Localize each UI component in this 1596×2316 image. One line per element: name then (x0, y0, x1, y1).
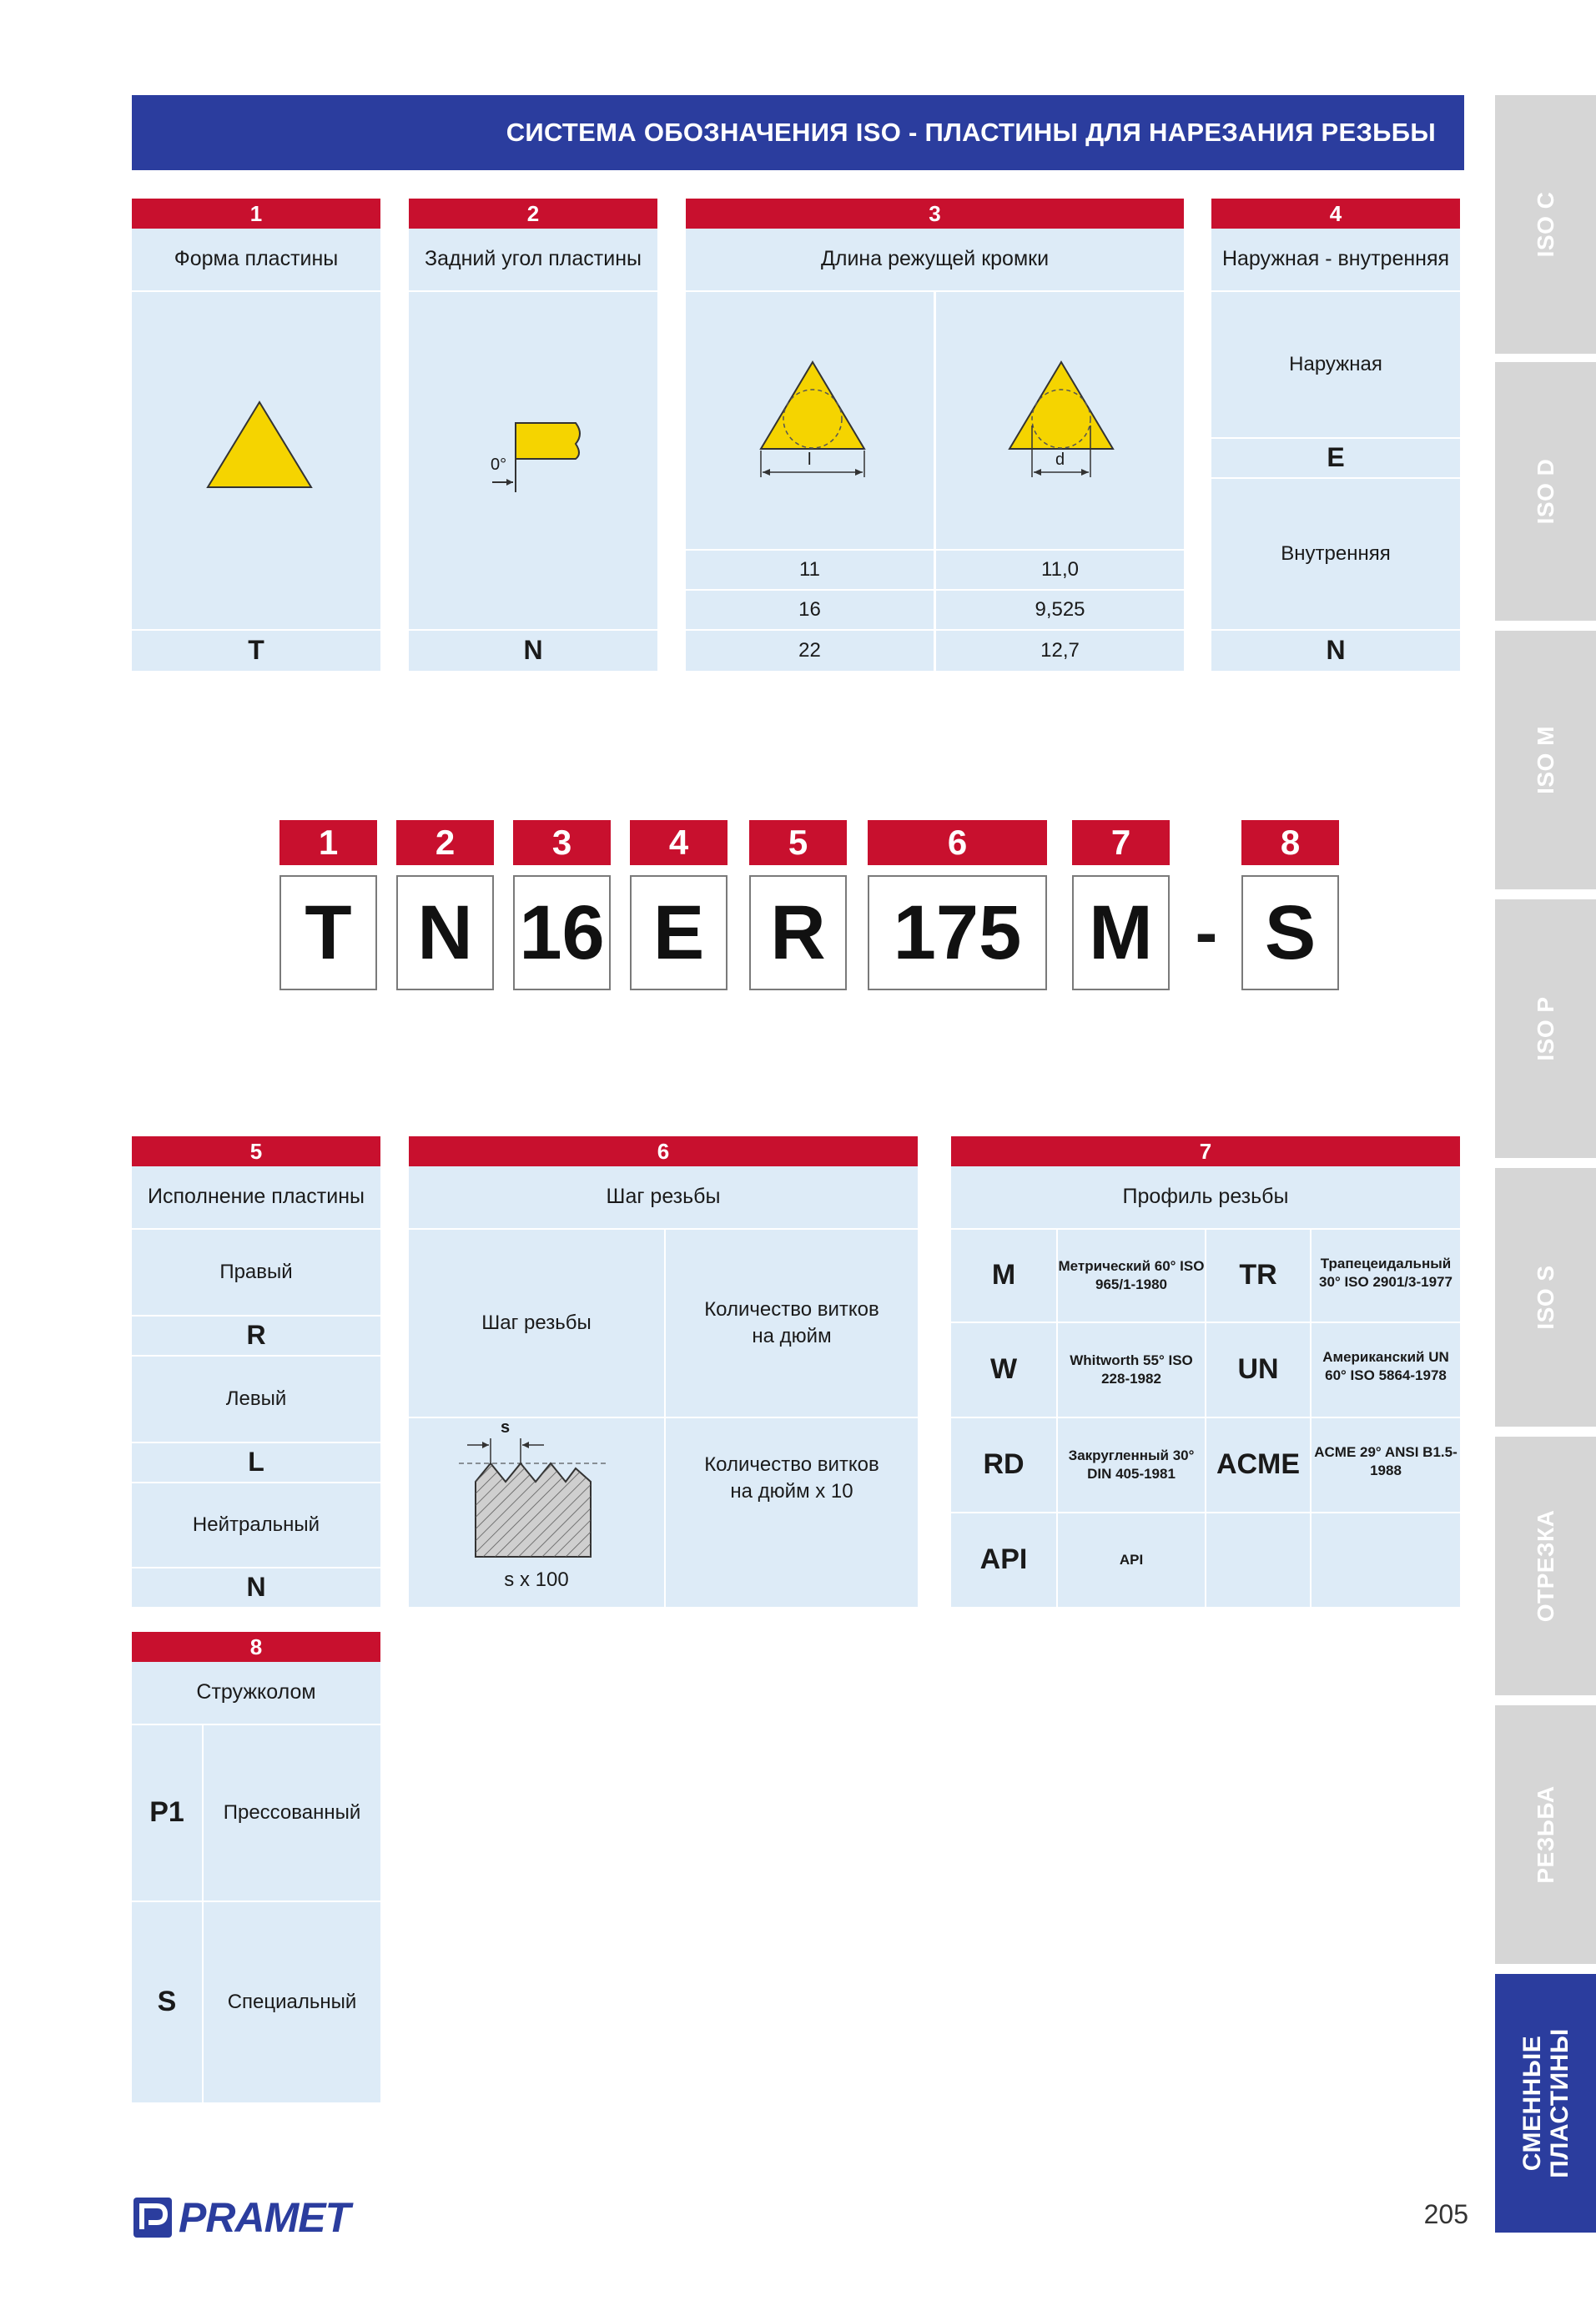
code-part: N (396, 875, 494, 990)
pitch-s-label: s (501, 1418, 511, 1437)
profile-code: TR (1206, 1230, 1310, 1322)
chipbreaker-label: Прессованный (204, 1725, 380, 1901)
tab-parting[interactable]: ОТРЕЗКА (1495, 1437, 1596, 1695)
tab-iso-p[interactable]: ISO P (1495, 899, 1596, 1158)
external-label: Наружная (1211, 292, 1460, 437)
profile-code: RD (951, 1418, 1056, 1512)
section-number-5: 5 (132, 1136, 380, 1166)
edge-d-value: 9,525 (936, 591, 1184, 629)
clearance-illustration (409, 292, 657, 629)
code-part: S (1241, 875, 1339, 990)
pitch-tpi-label: Количество витков на дюйм (666, 1230, 918, 1417)
profile-code: M (951, 1230, 1056, 1322)
tab-threading[interactable]: РЕЗЬБА (1495, 1705, 1596, 1964)
profile-desc: Закругленный 30° DIN 405-1981 (1058, 1418, 1205, 1512)
shape-code: T (132, 631, 380, 671)
triangle-l-dimension-icon (686, 292, 934, 549)
triangle-insert-icon (132, 292, 380, 629)
section-title-shape: Форма пластины (132, 229, 380, 290)
dimension-d-label: d (1055, 451, 1065, 469)
profile-code: API (951, 1513, 1056, 1607)
hand-code: L (132, 1443, 380, 1482)
code-part: T (279, 875, 377, 990)
pitch-multiplier: s x 100 (504, 1568, 569, 1591)
profile-empty-cell (1206, 1513, 1310, 1607)
section-title-ext-int: Наружная - внутренняя (1211, 229, 1460, 290)
position-number: 3 (513, 820, 611, 865)
code-part: E (630, 875, 728, 990)
brand-logo (132, 2193, 374, 2243)
profile-desc: Метрический 60° ISO 965/1-1980 (1058, 1230, 1205, 1322)
section-number-4: 4 (1211, 199, 1460, 229)
shape-illustration (132, 292, 380, 629)
tab-iso-c[interactable]: ISO C (1495, 95, 1596, 354)
tab-iso-m[interactable]: ISO M (1495, 631, 1596, 889)
section-number-8: 8 (132, 1632, 380, 1662)
profile-empty-cell (1312, 1513, 1460, 1607)
position-number: 5 (749, 820, 847, 865)
section-number-6: 6 (409, 1136, 918, 1166)
edge-l-value: 11 (686, 551, 934, 589)
chipbreaker-code: P1 (132, 1725, 202, 1901)
code-part: 175 (868, 875, 1047, 990)
section-title-profile: Профиль резьбы (951, 1166, 1460, 1228)
edge-length-d-illustration (936, 292, 1184, 549)
edge-length-l-illustration (686, 292, 934, 549)
pramet-logo-icon (132, 2196, 174, 2239)
section-number-3: 3 (686, 199, 1184, 229)
profile-code: W (951, 1323, 1056, 1417)
code-part: M (1072, 875, 1170, 990)
hand-code: N (132, 1568, 380, 1607)
tab-iso-d[interactable]: ISO D (1495, 362, 1596, 621)
section-title-pitch: Шаг резьбы (409, 1166, 918, 1228)
hand-label: Левый (132, 1357, 380, 1442)
hand-label: Правый (132, 1230, 380, 1315)
chipbreaker-code: S (132, 1902, 202, 2102)
pitch-illustration (409, 1418, 664, 1607)
position-number: 8 (1241, 820, 1339, 865)
internal-label: Внутренняя (1211, 479, 1460, 629)
profile-desc: Whitworth 55° ISO 228-1982 (1058, 1323, 1205, 1417)
section-title-chipbreaker: Стружколом (132, 1662, 380, 1724)
clearance-angle-icon (409, 292, 657, 629)
edge-l-value: 16 (686, 591, 934, 629)
section-number-7: 7 (951, 1136, 1460, 1166)
page-header (132, 95, 1464, 170)
brand-name: PRAMET (179, 2194, 350, 2241)
profile-desc: ACME 29° ANSI B1.5-1988 (1312, 1418, 1460, 1512)
hand-code: R (132, 1317, 380, 1355)
tab-indexable-inserts[interactable]: СМЕННЫЕ ПЛАСТИНЫ (1495, 1974, 1596, 2233)
profile-desc: Американский UN 60° ISO 5864-1978 (1312, 1323, 1460, 1417)
position-number: 6 (868, 820, 1047, 865)
external-code: E (1211, 439, 1460, 477)
position-number: 1 (279, 820, 377, 865)
page-title: СИСТЕМА ОБОЗНАЧЕНИЯ ISO - ПЛАСТИНЫ ДЛЯ НАРЕЗАНИЯ РЕЗЬБЫ (506, 118, 1436, 147)
clearance-angle-label: 0° (491, 456, 507, 474)
section-number-1: 1 (132, 199, 380, 229)
edge-l-value: 22 (686, 631, 934, 671)
pitch-tpi-multiplier: Количество витков на дюйм x 10 (666, 1418, 918, 1607)
pitch-mm-label: Шаг резьбы (409, 1230, 664, 1417)
section-title-clearance: Задний угол пластины (409, 229, 657, 290)
code-part: 16 (513, 875, 611, 990)
edge-d-value: 12,7 (936, 631, 1184, 671)
profile-code: UN (1206, 1323, 1310, 1417)
position-number: 4 (630, 820, 728, 865)
dimension-l-label: l (808, 451, 812, 469)
clearance-code: N (409, 631, 657, 671)
section-number-2: 2 (409, 199, 657, 229)
tab-iso-s[interactable]: ISO S (1495, 1168, 1596, 1427)
page-number: 205 (1423, 2199, 1468, 2229)
edge-d-value: 11,0 (936, 551, 1184, 589)
section-title-hand: Исполнение пластины (132, 1166, 380, 1228)
chipbreaker-label: Специальный (204, 1902, 380, 2102)
profile-code: ACME (1206, 1418, 1310, 1512)
code-dash: - (1195, 895, 1218, 969)
triangle-d-dimension-icon (936, 292, 1184, 549)
position-number: 2 (396, 820, 494, 865)
code-part: R (749, 875, 847, 990)
hand-label: Нейтральный (132, 1483, 380, 1567)
position-number: 7 (1072, 820, 1170, 865)
internal-code: N (1211, 631, 1460, 671)
section-title-edge-length: Длина режущей кромки (686, 229, 1184, 290)
profile-desc: Трапецеидальный 30° ISO 2901/3-1977 (1312, 1230, 1460, 1322)
profile-desc: API (1058, 1513, 1205, 1607)
